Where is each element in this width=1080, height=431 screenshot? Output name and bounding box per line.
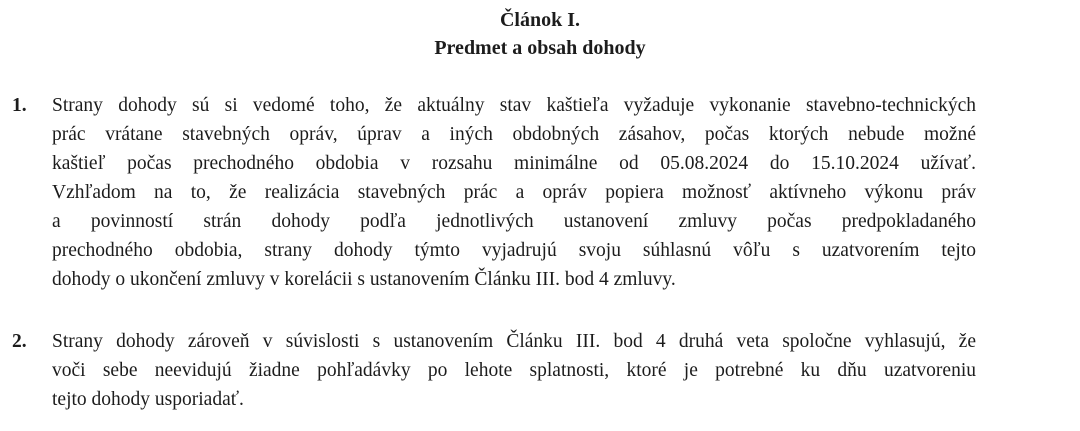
- clause-line: voči sebe neevidujú žiadne pohľadávky po lehote splatnosti, ktoré je potrebné ku dňu uzatvoreniu: [52, 360, 976, 381]
- article-subtitle: Predmet a obsah dohody: [434, 37, 646, 59]
- clause-line: Strany dohody sú si vedomé toho, že aktuálny stav kaštieľa vyžaduje vykonanie stavebno-technických: [52, 95, 976, 116]
- clause-text: [52, 91, 976, 294]
- clause-number: 1.: [12, 95, 27, 116]
- clause-text: [52, 327, 976, 414]
- clause-line: tejto dohody usporiadať.: [52, 389, 244, 410]
- clause-line: Strany dohody zároveň v súvislosti s ustanovením Článku III. bod 4 druhá veta spoločne vyhlasujú, že: [52, 331, 976, 352]
- clause-line: a povinností strán dohody podľa jednotlivých ustanovení zmluvy počas predpokladaného: [52, 211, 976, 232]
- clause-line: Vzhľadom na to, že realizácia stavebných prác a opráv popiera možnosť aktívneho výkonu práv: [52, 182, 976, 203]
- clause-line: dohody o ukončení zmluvy v korelácii s ustanovením Článku III. bod 4 zmluvy.: [52, 269, 676, 290]
- clause-line: prác vrátane stavebných opráv, úprav a iných obdobných zásahov, počas ktorých nebude možné: [52, 124, 976, 145]
- clause-line: prechodného obdobia, strany dohody týmto vyjadrujú svoju súhlasnú vôľu s uzatvorením tejto: [52, 240, 976, 261]
- clause-line: kaštieľ počas prechodného obdobia v rozsahu minimálne od 05.08.2024 do 15.10.2024 užívať.: [52, 153, 976, 174]
- article-title: Článok I.: [499, 9, 581, 31]
- clause-number: 2.: [12, 331, 27, 352]
